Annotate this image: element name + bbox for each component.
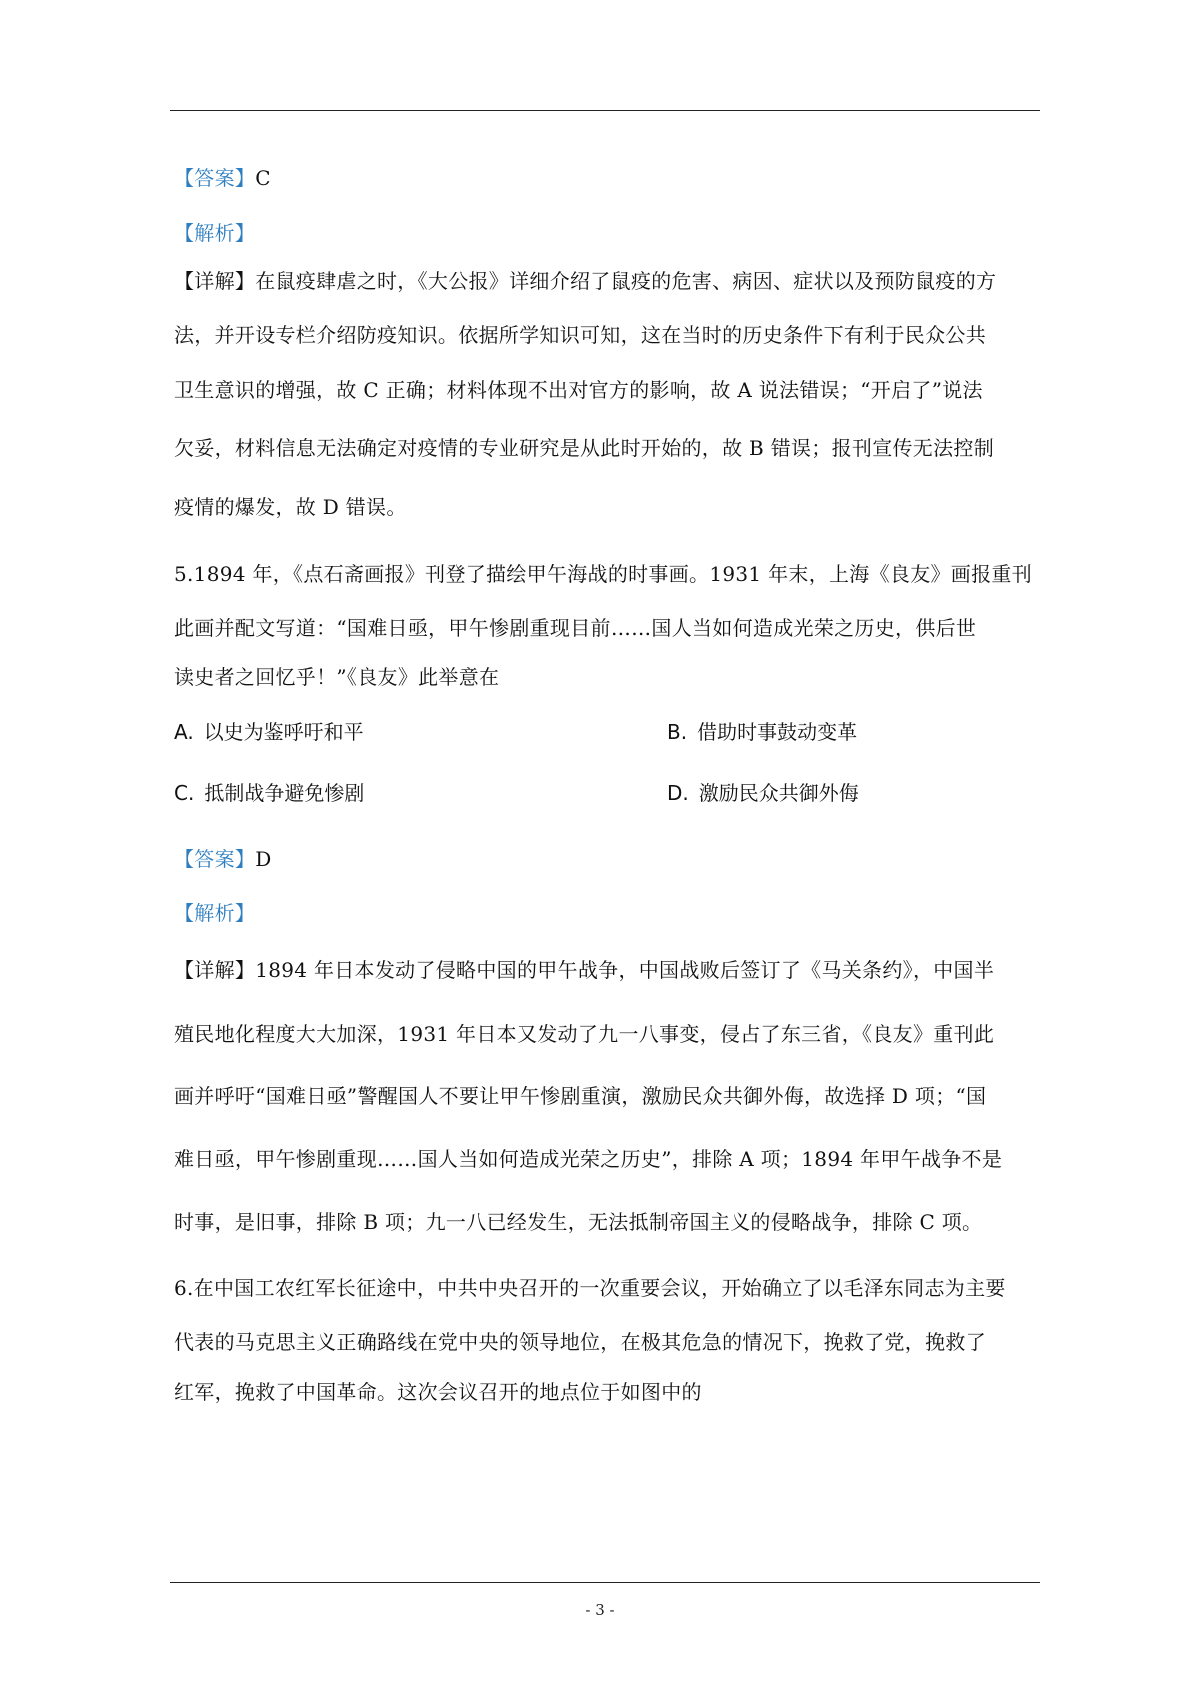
question-6-line-1: 代表的马克思主义正确路线在党中央的领导地位，在极其危急的情况下，挽救了党，挽救了 — [174, 1330, 986, 1354]
question-6-line-2: 红军，挽救了中国革命。这次会议召开的地点位于如图中的 — [174, 1380, 702, 1404]
question-6-line-0: 6.在中国工农红军长征途中，中共中央召开的一次重要会议，开始确立了以毛泽东同志为主要 — [174, 1276, 1006, 1300]
option-text: 激励民众共御外侮 — [698, 781, 859, 805]
detail-line-1-1: 法，并开设专栏介绍防疫知识。依据所学知识可知，这在当时的历史条件下有利于民众公共 — [174, 323, 986, 347]
question-5-line-2: 读史者之回忆乎！”《良友》此举意在 — [174, 665, 500, 689]
option-letter: D. — [667, 781, 689, 805]
footer-rule — [170, 1582, 1040, 1583]
detail-line-2-4: 时事，是旧事，排除 B 项；九一八已经发生，无法抵制帝国主义的侵略战争，排除 C 项。 — [174, 1210, 983, 1234]
answer-tag: 【答案】 — [174, 847, 256, 871]
analysis-tag: 【解析】 — [174, 901, 256, 925]
answer-value: D — [255, 847, 272, 871]
analysis-tag-2 — [174, 899, 1044, 927]
detail-tag: 【详解】 — [174, 958, 256, 982]
page-number: - 3 - — [585, 1601, 615, 1619]
option-letter: A. — [174, 720, 194, 744]
detail-text: 1894 年日本发动了侵略中国的甲午战争，中国战败后签订了《马关条约》，中国半 — [255, 958, 995, 982]
detail-tag: 【详解】 — [174, 269, 256, 293]
option-text: 以史为鉴呼吁和平 — [203, 720, 364, 744]
answer-line-2 — [174, 845, 1044, 873]
option-letter: B. — [667, 720, 688, 744]
analysis-tag-1 — [174, 219, 1044, 247]
detail-line-1-3: 欠妥，材料信息无法确定对疫情的专业研究是从此时开始的，故 B 错误；报刊宣传无法控制 — [174, 436, 995, 460]
answer-line-1 — [174, 164, 1044, 192]
detail-line-1-2: 卫生意识的增强，故 C 正确；材料体现不出对官方的影响，故 A 说法错误；“开启了”说法 — [174, 378, 983, 402]
question-5-line-1: 此画并配文写道：“国难日亟，甲午惨剧重现目前……国人当如何造成光荣之历史，供后世 — [174, 616, 977, 640]
option-a — [174, 718, 364, 746]
option-letter: C. — [174, 781, 195, 805]
option-c — [174, 779, 364, 807]
answer-tag: 【答案】 — [174, 166, 256, 190]
analysis-tag: 【解析】 — [174, 221, 256, 245]
option-text: 借助时事鼓动变革 — [697, 720, 858, 744]
detail-line-1-4: 疫情的爆发，故 D 错误。 — [174, 495, 407, 519]
detail-line-2-2: 画并呼吁“国难日亟”警醒国人不要让甲午惨剧重演，激励民众共御外侮，故选择 D 项；“国 — [174, 1084, 987, 1108]
option-b — [667, 718, 857, 746]
detail-text: 在鼠疫肆虐之时，《大公报》详细介绍了鼠疫的危害、病因、症状以及预防鼠疫的方 — [255, 269, 997, 293]
answer-value: C — [255, 166, 271, 190]
detail-line-2-3: 难日亟，甲午惨剧重现……国人当如何造成光荣之历史”，排除 A 项；1894 年甲午战争不是 — [174, 1147, 1003, 1171]
option-d — [667, 779, 859, 807]
detail-line-2-1: 殖民地化程度大大加深，1931 年日本又发动了九一八事变，侵占了东三省，《良友》重刊此 — [174, 1022, 995, 1046]
option-text: 抵制战争避免惨剧 — [204, 781, 365, 805]
detail-line-1-0 — [174, 267, 1044, 295]
question-5-line-0: 5.1894 年，《点石斋画报》刊登了描绘甲午海战的时事画。1931 年末，上海《良友》画报重刊 — [174, 562, 1032, 586]
header-rule — [170, 110, 1040, 111]
detail-line-2-0 — [174, 956, 1044, 984]
